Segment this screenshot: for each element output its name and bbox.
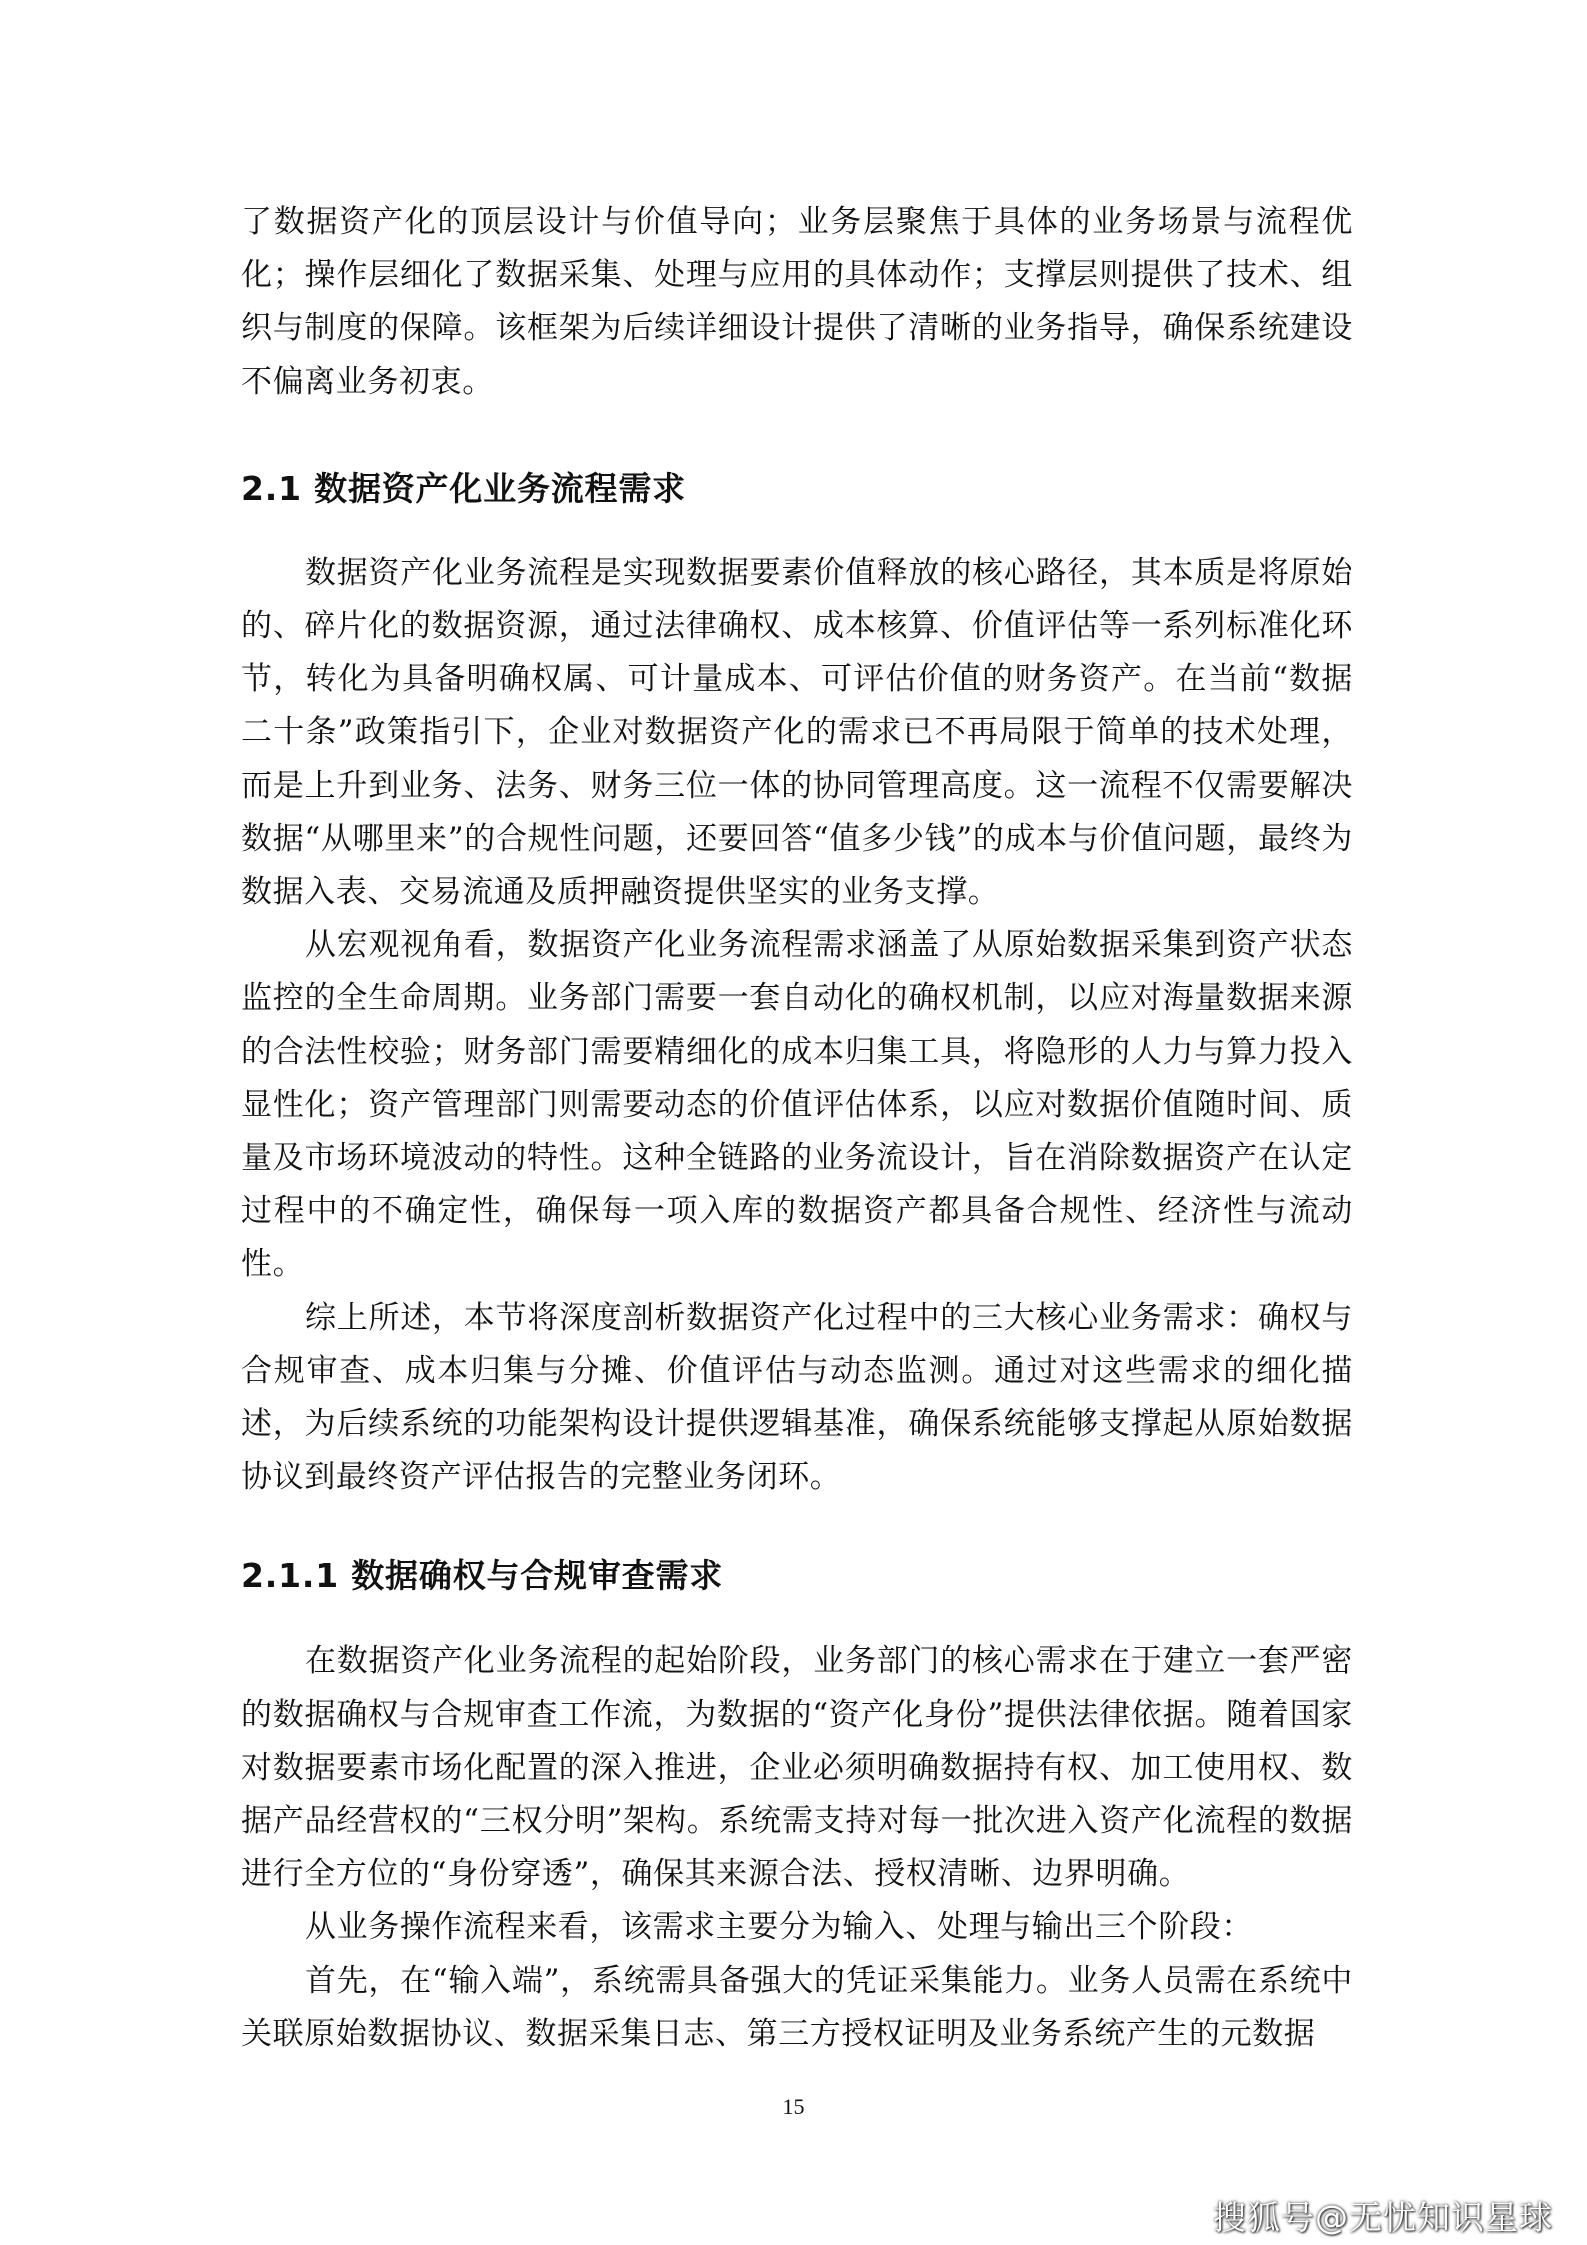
page-content — [241, 196, 1353, 2061]
section-2-1-1-paragraph-1: 在数据资产化业务流程的起始阶段，业务部门的核心需求在于建立一套严密的数据确权与合规审查工作流，为数据的“资产化身份”提供法律依据。随着国家对数据要素市场化配置的深入推进，企业必须明确数据持有权、加工使用权、数据产品经营权的“三权分明”架构。系统需支持对每一批次进入资产化流程的数据进行全方位的“身份穿透”，确保其来源合法、授权清晰、边界明确。 — [241, 1643, 1353, 1893]
page-number: 15 — [782, 2094, 805, 2119]
section-2-1-1-paragraph-2: 从业务操作流程来看，该需求主要分为输入、处理与输出三个阶段： — [305, 1909, 1253, 1946]
section-2-1-paragraph-3: 综上所述，本节将深度剖析数据资产化过程中的三大核心业务需求：确权与合规审查、成本归集与分摊、价值评估与动态监测。通过对这些需求的细化描述，为后续系统的功能架构设计提供逻辑基准，确保系统能够支撑起从原始数据协议到最终资产评估报告的完整业务闭环。 — [241, 1299, 1353, 1496]
section-heading-2-1-1: 2.1.1 数据确权与合规审查需求 — [241, 1556, 724, 1596]
section-2-1-1-paragraph-3: 首先，在“输入端”，系统需具备强大的凭证采集能力。业务人员需在系统中关联原始数据协议、数据采集日志、第三方授权证明及业务系统产生的元数据 — [241, 1962, 1353, 2052]
source-watermark: 搜狐号@无忧知识星球 — [1213, 2198, 1553, 2237]
section-2-1-paragraph-2: 从宏观视角看，数据资产化业务流程需求涵盖了从原始数据采集到资产状态监控的全生命周期。业务部门需要一套自动化的确权机制，以应对海量数据来源的合法性校验；财务部门需要精细化的成本归集工具，将隐形的人力与算力投入显性化；资产管理部门则需要动态的价值评估体系，以应对数据价值随时间、质量及市场环境波动的特性。这种全链路的业务流设计，旨在消除数据资产在认定过程中的不确定性，确保每一项入库的数据资产都具备合规性、经济性与流动性。 — [241, 927, 1353, 1283]
intro-paragraph: 了数据资产化的顶层设计与价值导向；业务层聚焦于具体的业务场景与流程优化；操作层细化了数据采集、处理与应用的具体动作；支撑层则提供了技术、组织与制度的保障。该框架为后续详细设计提供了清晰的业务指导，确保系统建设不偏离业务初衷。 — [241, 204, 1353, 400]
section-2-1-paragraph-1: 数据资产化业务流程是实现数据要素价值释放的核心路径，其本质是将原始的、碎片化的数据资源，通过法律确权、成本核算、价值评估等一系列标准化环节，转化为具备明确权属、可计量成本、可评估价值的财务资产。在当前“数据二十条”政策指引下，企业对数据资产化的需求已不再局限于简单的技术处理，而是上升到业务、法务、财务三位一体的协同管理高度。这一流程不仅需要解决数据“从哪里来”的合规性问题，还要回答“值多少钱”的成本与价值问题，最终为数据入表、交易流通及质押融资提供坚实的业务支撑。 — [241, 554, 1353, 911]
section-heading-2-1: 2.1 数据资产化业务流程需求 — [241, 468, 686, 508]
